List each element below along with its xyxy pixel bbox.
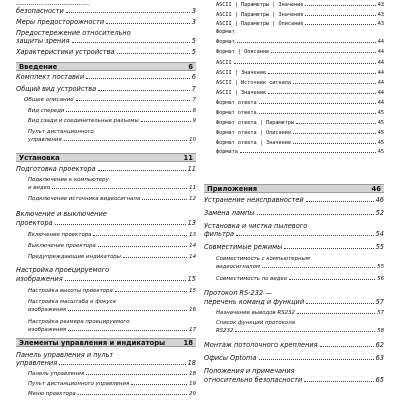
toc-entry[interactable] [204, 2, 384, 8]
dot-leader [259, 103, 376, 104]
toc-entry-text: Список функций протокола [216, 320, 295, 326]
toc-entry[interactable] [16, 381, 196, 387]
dot-leader [123, 257, 187, 258]
dot-leader [66, 111, 190, 112]
section-header-controls[interactable] [16, 338, 196, 347]
toc-entry[interactable] [204, 367, 384, 375]
dot-leader [305, 24, 375, 25]
toc-entry[interactable] [204, 320, 384, 326]
toc-entry-text: Формат ответа [216, 110, 257, 116]
toc-entry-text: Пульт дистанционного управления [28, 381, 130, 387]
toc-entry-text: Меры предосторожности [16, 18, 105, 26]
toc-page-number: 5 [191, 37, 196, 45]
toc-entry[interactable] [16, 391, 196, 397]
toc-page-number: 7 [192, 97, 196, 103]
dot-leader [142, 199, 187, 200]
toc-entry-text: Совместимые режимы [204, 243, 283, 251]
toc-entry[interactable] [204, 120, 384, 126]
section-header-appendix[interactable] [204, 184, 384, 193]
toc-entry-text: управления [28, 137, 62, 143]
toc-entry-text: ASCII | Значение [216, 70, 266, 76]
dot-leader [296, 123, 376, 124]
toc-entry[interactable] [16, 243, 196, 249]
toc-page-number: 18 [189, 371, 196, 377]
dot-leader [293, 133, 376, 134]
toc-page-number: 19 [189, 381, 196, 387]
toc-entry-text: ASCII | Источник сигнала [216, 80, 291, 86]
toc-page-number: 9 [192, 118, 196, 124]
toc-entry[interactable] [16, 299, 196, 305]
toc-page-number: 45 [377, 110, 384, 116]
section-title: Введение [19, 62, 58, 71]
toc-page-number: 63 [375, 354, 384, 362]
toc-entry-text: Предупреждающие индикаторы [28, 254, 121, 260]
toc-entry-text: Меню проектора [28, 391, 76, 397]
toc-entry-text: Выключение проектора [28, 243, 96, 249]
toc-entry[interactable] [204, 264, 384, 270]
section-title: Элементы управления и индикаторы [19, 338, 166, 347]
toc-entry-text: Настройка масштаба и фокуса [28, 299, 116, 305]
toc-entry-text: Вид сзади и соединительные разъемы [28, 118, 139, 124]
dot-leader [271, 52, 376, 53]
toc-page-number: 14 [189, 254, 196, 260]
toc-entry-text: ASCII [216, 60, 232, 66]
dot-leader [98, 246, 187, 247]
dot-leader [98, 90, 190, 91]
toc-page-number: 43 [377, 2, 384, 8]
toc-page-number: 13 [189, 232, 196, 238]
toc-entry-text: Офисы Optoma [204, 354, 257, 362]
dot-leader [65, 280, 186, 281]
toc-entry-text: Установка и чистка пылевого [204, 222, 308, 230]
toc-entry-text: Формат ответа | Параметры [216, 120, 295, 126]
toc-right-column [204, 0, 384, 400]
section-page-number: 46 [371, 184, 381, 193]
section-header-introduction[interactable] [16, 62, 196, 71]
dot-leader [66, 12, 190, 13]
toc-page-number: 44 [377, 60, 384, 66]
toc-entry-text: ................................... [16, 0, 90, 7]
toc-page-number: 44 [377, 90, 384, 96]
toc-entry[interactable] [204, 149, 384, 155]
section-title: Приложения [207, 184, 258, 193]
toc-page-number: 18 [187, 359, 196, 367]
toc-entry-text: ASCII | Параметры | Значение [216, 2, 304, 8]
dot-leader [52, 188, 187, 189]
toc-entry-text: Совместимость с компьютерным [216, 256, 310, 262]
toc-entry-text: Формат | Описание [216, 49, 270, 55]
toc-entry-text: Положения и примечания [204, 367, 295, 375]
toc-entry-text: управления [16, 359, 58, 367]
toc-entry-text: проектора [16, 219, 53, 227]
toc-page-number: 57 [377, 310, 384, 316]
toc-entry[interactable] [204, 70, 384, 76]
toc-page-number: 11 [189, 185, 196, 191]
toc-entry[interactable] [16, 137, 196, 143]
toc-page-number: 8 [192, 108, 196, 114]
dot-leader [293, 83, 376, 84]
toc-entry-text: Формат [216, 39, 235, 45]
toc-entry-text: Подключение источника видеосигнала [28, 196, 141, 202]
toc-page-number: 45 [377, 149, 384, 155]
toc-entry[interactable] [16, 288, 196, 294]
toc-page-number: 57 [375, 298, 384, 306]
toc-entry-text: RS232 [216, 328, 234, 334]
toc-page-number: 43 [377, 12, 384, 18]
toc-entry[interactable] [16, 351, 196, 359]
toc-entry[interactable] [204, 130, 384, 136]
dot-leader [305, 5, 375, 6]
toc-entry[interactable] [16, 307, 196, 313]
toc-entry-text: ASCII | Значение [216, 90, 266, 96]
toc-page-number: 65 [375, 376, 384, 384]
toc-entry[interactable] [204, 140, 384, 146]
toc-entry[interactable] [204, 39, 384, 45]
toc-page-number: 62 [375, 341, 384, 349]
toc-page-number: 13 [187, 219, 196, 227]
toc-entry[interactable] [204, 310, 384, 316]
dot-leader [72, 42, 190, 43]
toc-page-number: 15 [187, 275, 196, 283]
toc-entry[interactable] [16, 196, 196, 202]
section-title: Установка [19, 153, 60, 162]
toc-page-number: 16 [189, 307, 196, 313]
toc-page-number: 12 [189, 196, 196, 202]
toc-entry-text: Панель управления и пульт [16, 351, 114, 359]
toc-entry-text: Общее описание [24, 97, 74, 103]
dot-leader [284, 248, 373, 249]
toc-entry-text: Подключение к компьютеру [28, 177, 109, 183]
toc-page-number: 44 [377, 100, 384, 106]
toc-entry[interactable] [16, 73, 196, 81]
toc-entry-text: перечень команд и функций [204, 298, 305, 306]
toc-entry-text: Монтаж потолочного крепления [204, 341, 318, 349]
dot-leader [257, 214, 374, 215]
toc-entry[interactable] [204, 230, 384, 238]
toc-entry[interactable] [16, 185, 196, 191]
toc-entry[interactable] [204, 12, 384, 18]
toc-entry[interactable] [16, 129, 196, 135]
toc-entry-text: ASCII | Параметры | Значение [216, 12, 304, 18]
dot-leader [55, 224, 186, 225]
toc-page-number: 7 [191, 85, 196, 93]
toc-entry[interactable] [16, 219, 196, 227]
toc-entry[interactable] [16, 371, 196, 377]
toc-entry-text: Назначение выводов RS232 [216, 310, 295, 316]
dot-leader [117, 53, 190, 54]
toc-entry[interactable] [204, 328, 384, 334]
toc-entry-text: ASCII | Параметры | Описание [216, 21, 304, 27]
toc-entry-text: изображения [16, 275, 63, 283]
dot-leader [131, 384, 187, 385]
toc-entry[interactable] [204, 298, 384, 306]
toc-entry[interactable] [204, 49, 384, 55]
toc-entry-text: Устранение неисправностей [204, 196, 304, 204]
toc-page-number: 56 [377, 276, 384, 282]
toc-entry-text: фильтра [204, 230, 235, 238]
toc-page-number: 44 [377, 80, 384, 86]
toc-entry[interactable] [16, 275, 196, 283]
section-page-number: 18 [183, 338, 193, 347]
dot-leader [78, 394, 187, 395]
dot-leader [259, 359, 374, 360]
toc-entry[interactable] [204, 276, 384, 282]
toc-entry[interactable] [204, 289, 384, 297]
toc-entry[interactable] [204, 100, 384, 106]
toc-entry-text: Формат ответа | Описание [216, 130, 291, 136]
toc-entry-text: изображения [28, 307, 67, 313]
toc-entry-text: Настройка проецируемого [16, 266, 110, 274]
toc-entry[interactable] [16, 29, 196, 37]
dot-leader [304, 381, 373, 382]
toc-entry[interactable] [16, 0, 196, 7]
toc-entry[interactable] [204, 354, 384, 362]
toc-entry[interactable] [16, 254, 196, 260]
toc-entry-text: и видео [28, 185, 51, 191]
toc-entry[interactable] [16, 319, 196, 325]
dot-leader [268, 93, 376, 94]
toc-entry[interactable] [16, 97, 196, 103]
toc-entry[interactable] [204, 110, 384, 116]
section-page-number: 6 [188, 62, 193, 71]
toc-entry[interactable] [16, 37, 196, 45]
toc-page-number: 6 [191, 73, 196, 81]
toc-entry-text: Совместимость по видео [216, 276, 288, 282]
toc-left-column [16, 0, 196, 400]
toc-entry[interactable] [204, 21, 384, 27]
dot-leader [86, 374, 187, 375]
toc-entry-text: Пульт дистанционного [28, 129, 94, 135]
toc-entry[interactable] [16, 359, 196, 367]
toc-page-number: 45 [377, 120, 384, 126]
toc-page-number: 46 [375, 196, 384, 204]
dot-leader [306, 201, 374, 202]
toc-entry[interactable] [16, 48, 196, 56]
toc-page-number: 5 [191, 48, 196, 56]
toc-entry-text: Включение проектора [28, 232, 92, 238]
dot-leader [268, 73, 376, 74]
toc-page-number: 44 [377, 70, 384, 76]
toc-entry[interactable] [204, 256, 384, 262]
toc-entry-text: Вид спереди [28, 108, 65, 114]
toc-entry-text: защиты зрения [16, 37, 70, 45]
dot-leader [259, 113, 376, 114]
toc-page-number: 45 [377, 140, 384, 146]
toc-entry-text: Включение и выключение [16, 210, 107, 218]
dot-leader [320, 346, 374, 347]
toc-page-number: 58 [377, 328, 384, 334]
dot-leader [305, 15, 375, 16]
toc-entry[interactable] [204, 80, 384, 86]
dot-leader [293, 143, 376, 144]
toc-entry-text: Настройка размера проецируемого [28, 319, 130, 325]
toc-page-number: 52 [375, 209, 384, 217]
dot-leader [237, 42, 376, 43]
toc-entry-text: безопасности [16, 7, 64, 15]
toc-page-number: 14 [189, 243, 196, 249]
toc-entry[interactable] [204, 209, 384, 217]
dot-leader [93, 235, 187, 236]
toc-page-number: 15 [189, 288, 196, 294]
dot-leader [235, 331, 375, 332]
toc-entry[interactable] [204, 222, 384, 230]
dot-leader [59, 364, 185, 365]
toc-page-number: 3 [191, 7, 196, 15]
toc-entry[interactable] [16, 18, 196, 26]
toc-entry-text: изображения [28, 327, 67, 333]
dot-leader [236, 235, 374, 236]
toc-entry[interactable] [204, 376, 384, 384]
dot-leader [289, 279, 375, 280]
toc-entry[interactable] [16, 266, 196, 274]
toc-page-number: 11 [187, 165, 196, 173]
dot-leader [64, 140, 187, 141]
toc-entry[interactable] [204, 60, 384, 66]
toc-entry[interactable] [16, 118, 196, 124]
toc-entry[interactable] [16, 108, 196, 114]
toc-entry[interactable] [16, 7, 196, 15]
toc-entry-text: Формат ответа [216, 100, 257, 106]
toc-entry[interactable] [16, 210, 196, 218]
toc-entry[interactable] [204, 29, 384, 35]
toc-entry[interactable] [204, 90, 384, 96]
toc-entry-text: Замена лампы [204, 209, 255, 217]
toc-entry-text: Настройка высоты проектора [28, 288, 113, 294]
dot-leader [240, 152, 376, 153]
dot-leader [68, 330, 187, 331]
toc-entry-text: Панель управления [28, 371, 85, 377]
toc-entry-text: Подготовка проектора [16, 165, 96, 173]
dot-leader [141, 121, 191, 122]
dot-leader [68, 310, 187, 311]
dot-leader [306, 303, 373, 304]
toc-page-number: 54 [375, 230, 384, 238]
dot-leader [86, 78, 190, 79]
toc-entry-text: Формат ответа | Значение [216, 140, 291, 146]
toc-entry-text: Общий вид устройства [16, 85, 97, 93]
toc-page-number: 10 [189, 137, 196, 143]
dot-leader [262, 267, 375, 268]
dot-leader [234, 63, 376, 64]
dot-leader [76, 100, 191, 101]
toc-entry[interactable] [204, 243, 384, 251]
toc-page-number: 45 [377, 130, 384, 136]
toc-entry-text: Предостережение относительно [16, 29, 131, 37]
toc-page-number: 20 [189, 391, 196, 397]
toc-entry[interactable] [16, 85, 196, 93]
toc-entry[interactable] [204, 196, 384, 204]
toc-page-number: 17 [189, 327, 196, 333]
toc-entry-text: видеосигналом [216, 264, 260, 270]
dot-leader [98, 170, 186, 171]
toc-page-number: 55 [375, 243, 384, 251]
toc-entry[interactable] [16, 327, 196, 333]
dot-leader [106, 23, 190, 24]
toc-entry-text: Протокол RS-232 — [204, 289, 272, 297]
dot-leader [115, 291, 187, 292]
toc-entry-text: Комплект поставки [16, 73, 85, 81]
toc-entry-text: Формат [216, 29, 235, 35]
toc-entry[interactable] [16, 177, 196, 183]
toc-entry[interactable] [16, 165, 196, 173]
toc-entry[interactable] [16, 232, 196, 238]
toc-page-number: 44 [377, 49, 384, 55]
toc-entry-text: Характеристики устройства [16, 48, 115, 56]
section-page-number: 11 [183, 153, 193, 162]
toc-page-number: 3 [191, 18, 196, 26]
toc-entry-text: относительно безопасности [204, 376, 303, 384]
toc-page-number: 44 [377, 39, 384, 45]
dot-leader [297, 313, 375, 314]
toc-entry-text: формата [216, 149, 238, 155]
section-header-installation[interactable] [16, 153, 196, 162]
toc-entry[interactable] [204, 341, 384, 349]
toc-page-number: 43 [377, 21, 384, 27]
toc-page-number: 55 [377, 264, 384, 270]
